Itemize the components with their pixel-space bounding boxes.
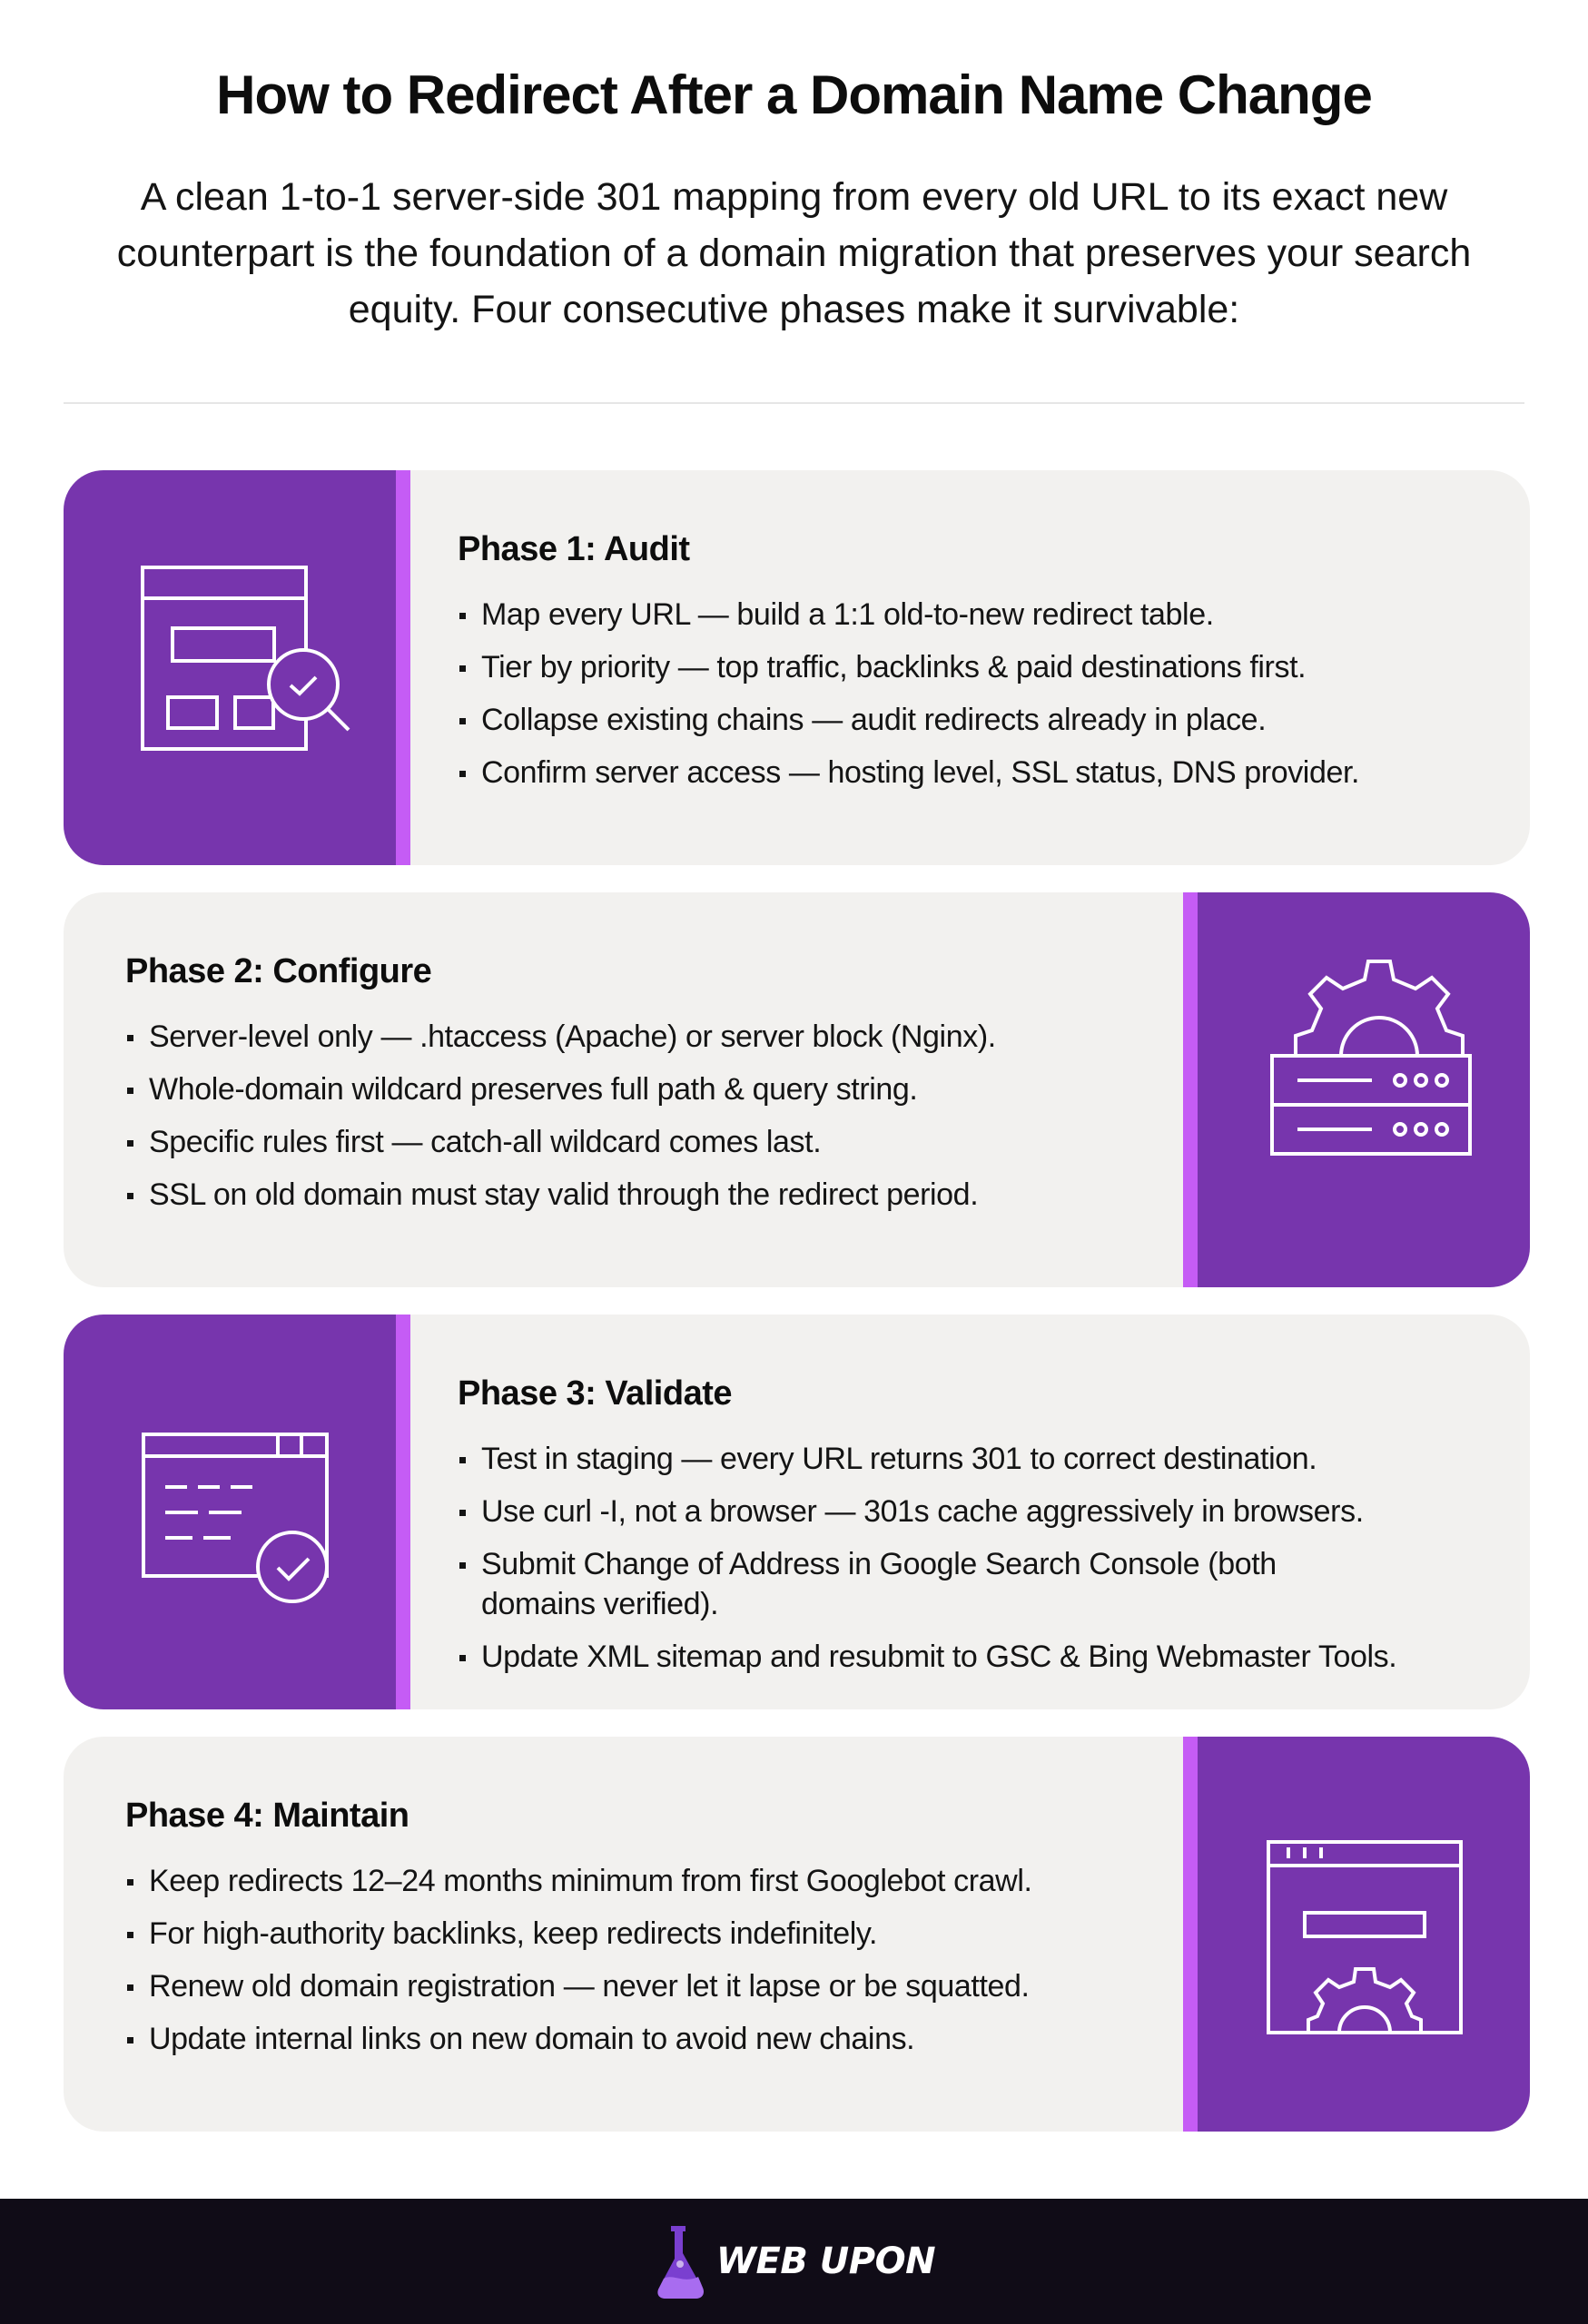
phase-points — [458, 595, 1493, 793]
window-gear-icon — [1198, 1737, 1530, 2132]
list-item: Specific rules first — catch-all wildcard comes last. — [125, 1122, 1160, 1162]
list-item: Test in staging — every URL returns 301 to correct destination. — [458, 1439, 1493, 1479]
list-item: Update internal links on new domain to avoid new chains. — [125, 2019, 1160, 2059]
page-title: How to Redirect After a Domain Name Change — [216, 64, 1372, 125]
phase-title: Phase 2: Configure — [125, 952, 432, 990]
phase-title: Phase 3: Validate — [458, 1374, 732, 1413]
phase-icon-panel — [1183, 892, 1530, 1287]
divider — [64, 402, 1524, 404]
phase-points — [125, 1017, 1160, 1215]
list-item: Whole-domain wildcard preserves full path & query string. — [125, 1069, 1160, 1109]
list-item: Renew old domain registration — never let it lapse or be squatted. — [125, 1966, 1160, 2006]
intro-paragraph: A clean 1-to-1 server-side 301 mapping from every old URL to its exact new counterpart is the foundation of a domain migration that preserves your search equity. Four consecutive phases make it survivable: — [116, 175, 1472, 331]
phase-icon-panel — [64, 470, 410, 865]
brand-name: WEB UPON — [715, 2240, 936, 2282]
brand-logo — [0, 2199, 1588, 2324]
phase-card-validate — [64, 1315, 1530, 1709]
phase-title: Phase 4: Maintain — [125, 1797, 409, 1835]
phase-card-audit — [64, 470, 1530, 865]
list-item: Collapse existing chains — audit redirects already in place. — [458, 700, 1493, 740]
checklist-window-icon — [64, 1315, 410, 1709]
list-item: Keep redirects 12–24 months minimum from first Googlebot crawl. — [125, 1861, 1160, 1901]
list-item: SSL on old domain must stay valid through the redirect period. — [125, 1175, 1160, 1215]
list-item: Tier by priority — top traffic, backlinks & paid destinations first. — [458, 647, 1493, 687]
footer — [0, 2199, 1588, 2324]
webpage-search-icon — [64, 470, 410, 865]
phase-card-maintain — [64, 1737, 1530, 2132]
list-item: Confirm server access — hosting level, SSL status, DNS provider. — [458, 753, 1493, 793]
list-item: Server-level only — .htaccess (Apache) or server block (Nginx). — [125, 1017, 1160, 1057]
list-item: For high-authority backlinks, keep redirects indefinitely. — [125, 1914, 1160, 1954]
list-item: Update XML sitemap and resubmit to GSC & Bing Webmaster Tools. — [458, 1637, 1493, 1677]
list-item: Submit Change of Address in Google Search Console (both domains verified). — [458, 1544, 1347, 1624]
list-item: Use curl -I, not a browser — 301s cache aggressively in browsers. — [458, 1492, 1493, 1531]
phase-card-configure — [64, 892, 1530, 1287]
phase-title: Phase 1: Audit — [458, 530, 690, 568]
phase-icon-panel — [64, 1315, 410, 1709]
phase-icon-panel — [1183, 1737, 1530, 2132]
phase-points — [125, 1861, 1160, 2059]
flask-icon — [653, 2222, 709, 2300]
phase-points — [458, 1439, 1493, 1677]
server-gear-icon — [1198, 892, 1530, 1287]
list-item: Map every URL — build a 1:1 old-to-new redirect table. — [458, 595, 1493, 635]
